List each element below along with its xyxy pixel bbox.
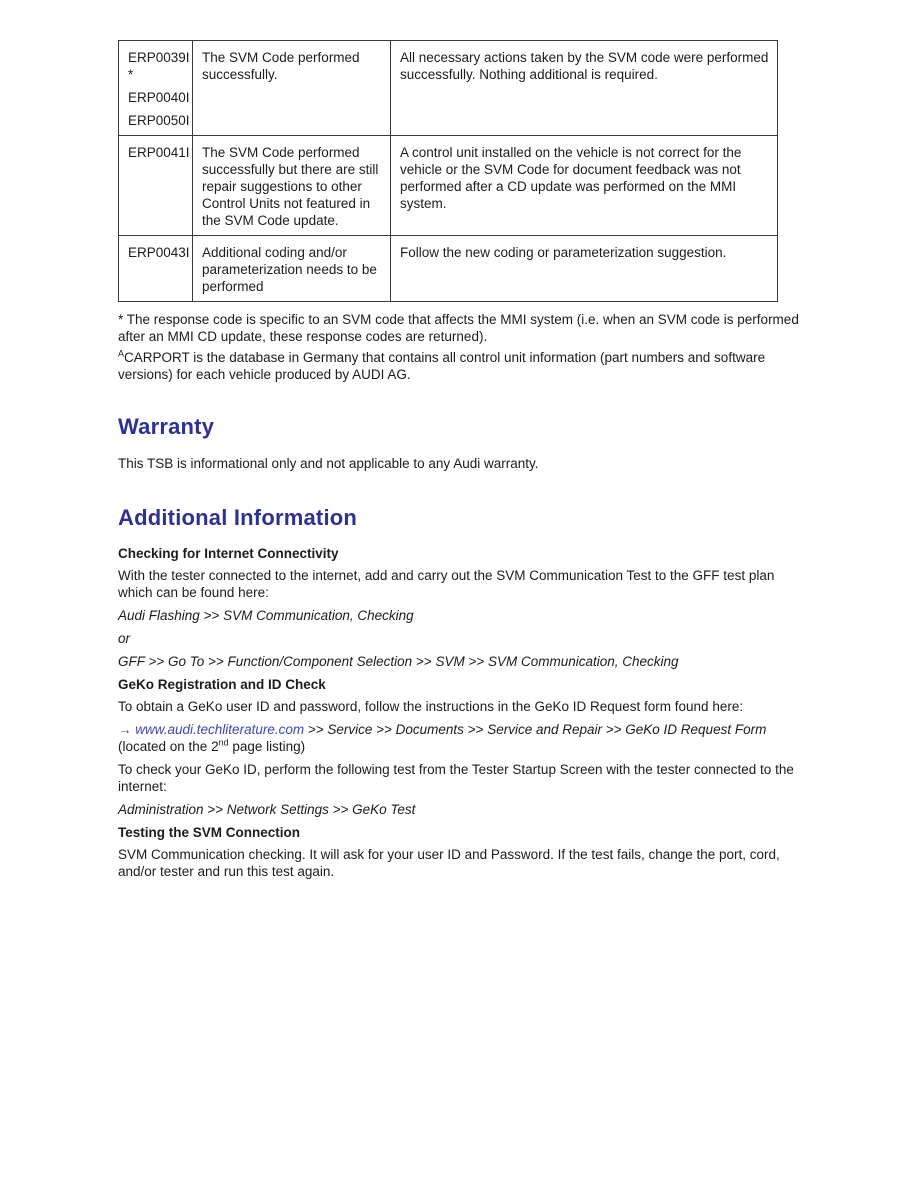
geko-registration-subheading: GeKo Registration and ID Check [118, 677, 326, 692]
response-code: ERP0050I [128, 113, 190, 128]
warranty-body: This TSB is informational only and not applicable to any Audi warranty. [118, 456, 539, 471]
response-code-table [118, 40, 778, 302]
additional-information-heading: Additional Information [118, 505, 358, 530]
geko-body-1: To obtain a GeKo user ID and password, follow the instructions in the GeKo ID Request form found here: [118, 699, 744, 714]
table-row [119, 41, 778, 136]
internet-connectivity-body: With the tester connected to the internet, add and carry out the SVM Communication Test to the GFF test plan which can be found here: [118, 568, 775, 600]
table-row [119, 136, 778, 236]
nav-path-administration: Administration >> Network Settings >> GeKo Test [118, 802, 416, 817]
warranty-heading: Warranty [118, 414, 215, 439]
or-text: or [118, 631, 131, 646]
cell-response-codes [119, 136, 193, 236]
nav-path-audi-flashing: Audi Flashing >> SVM Communication, Checking [118, 608, 414, 623]
cell-description: Additional coding and/or parameterization needs to be performed [193, 236, 391, 302]
cell-action: A control unit installed on the vehicle is not correct for the vehicle or the SVM Code for document feedback was not performed after a CD update was performed on the MMI system. [391, 136, 778, 236]
asterisk-marker: * [128, 67, 134, 82]
table-row [119, 236, 778, 302]
response-code: ERP0041I [128, 145, 190, 160]
nav-path-gff: GFF >> Go To >> Function/Component Selection >> SVM >> SVM Communication, Checking [118, 654, 679, 669]
geko-link-path: >> Service >> Documents >> Service and Repair >> GeKo ID Request Form [304, 722, 767, 737]
svm-connection-subheading: Testing the SVM Connection [118, 825, 300, 840]
svm-connection-body: SVM Communication checking. It will ask for your user ID and Password. If the test fails, change the port, cord, and/or tester and run this test again. [118, 847, 780, 879]
footnote-asterisk: * The response code is specific to an SVM code that affects the MMI system (i.e. when an SVM code is performed after an MMI CD update, these response codes are returned). [118, 312, 799, 344]
internet-connectivity-subheading: Checking for Internet Connectivity [118, 546, 339, 561]
footnote-superscript-a: A [118, 348, 125, 359]
footnote-carport-text: CARPORT is the database in Germany that contains all control unit information (part numbers and software versions) for each vehicle produced by AUDI AG. [118, 350, 766, 382]
arrow-icon: → [118, 722, 136, 737]
cell-response-codes [119, 236, 193, 302]
cell-response-codes [119, 41, 193, 136]
footnote-carport [118, 349, 808, 383]
paren-pre: (located on the 2 [118, 739, 219, 754]
geko-body-2: To check your GeKo ID, perform the following test from the Tester Startup Screen with the tester connected to the internet: [118, 762, 794, 794]
techliterature-link[interactable]: www.audi.techliterature.com [135, 722, 305, 737]
cell-description: The SVM Code performed successfully but there are still repair suggestions to other Control Units not featured in the SVM Code update. [193, 136, 391, 236]
geko-link-line [118, 721, 808, 755]
geko-link-paren [118, 739, 305, 754]
ordinal-superscript: nd [218, 737, 229, 748]
response-code: ERP0039I [128, 50, 190, 65]
cell-description: The SVM Code performed successfully. [193, 41, 391, 136]
response-code: ERP0040I [128, 90, 190, 105]
document-content [118, 0, 808, 886]
paren-post: page listing) [228, 739, 306, 754]
cell-action: All necessary actions taken by the SVM code were performed successfully. Nothing additional is required. [391, 41, 778, 136]
cell-action: Follow the new coding or parameterization suggestion. [391, 236, 778, 302]
response-code: ERP0043I [128, 245, 190, 260]
